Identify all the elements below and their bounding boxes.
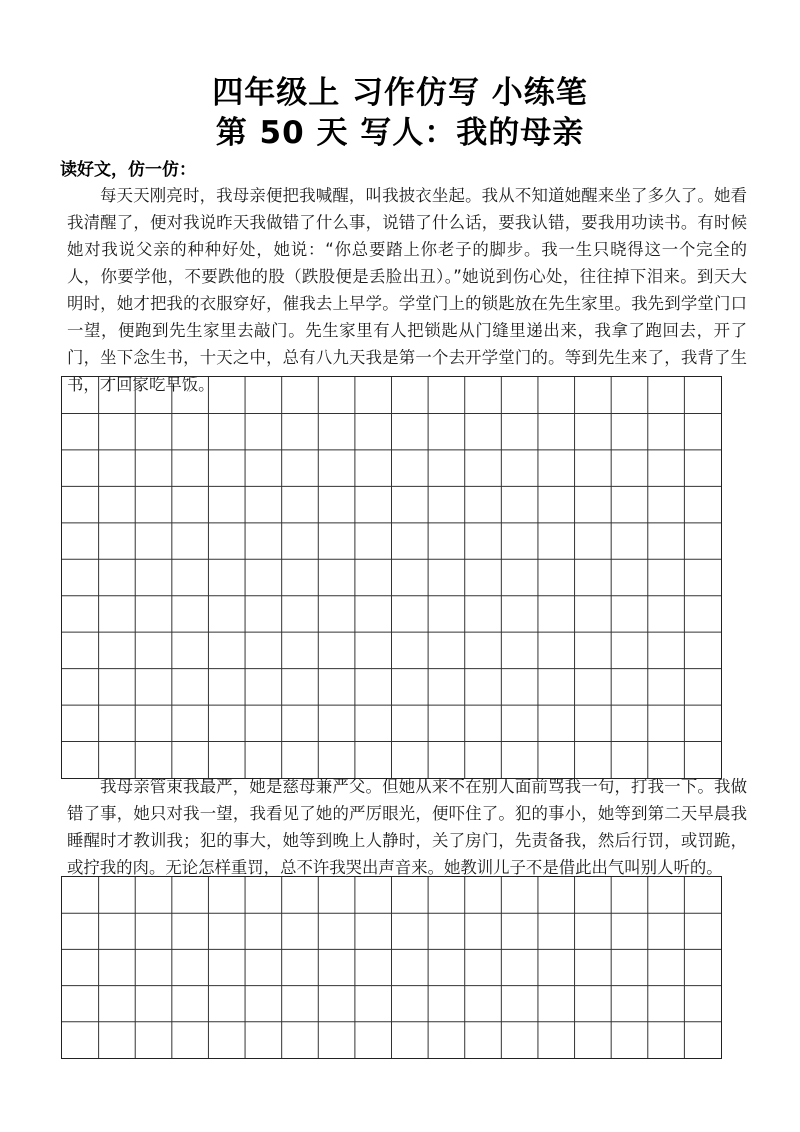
writing-grid-1[interactable]	[61, 376, 722, 779]
section-label: 读好文，仿一仿：	[60, 160, 196, 180]
grid-lines	[62, 377, 721, 778]
reading-passage-1: 每天天刚亮时，我母亲便把我喊醒，叫我披衣坐起。我从不知道她醒来坐了多久了。她看我清醒了，便对我说昨天我做错了什么事，说错了什么话，要我认错，要我用功读书。有时候她对我说父亲的种种好处，她说：“你总要踏上你老子的脚步。我一生只晓得这一个完全的人，你要学他，不要跌他的股（跌股便是丢脸出丑）。”她说到伤心处，往往掉下泪来。到天大明时，她才把我的衣服穿好，催我去上早学。学堂门上的锁匙放在先生家里。我先到学堂门口一望，便跑到先生家里去敲门。先生家里有人把锁匙从门缝里递出来，我拿了跑回去，开了门，坐下念生书，十天之中，总有八九天我是第一个去开学堂门的。等到先生来了，我背了生书，才回家吃早饭。	[67, 186, 747, 394]
page-subtitle: 第 50 天 写人：我的母亲	[215, 115, 585, 151]
writing-grid-2[interactable]	[61, 876, 722, 1059]
page-title: 四年级上 习作仿写 小练笔	[212, 75, 588, 111]
grid-lines	[62, 877, 721, 1058]
reading-passage-2: 我母亲管束我最严，她是慈母兼严父。但她从来不在别人面前骂我一句，打我一下。我做错了事，她只对我一望，我看见了她的严厉眼光，便吓住了。犯的事小，她等到第二天早晨我睡醒时才教训我；犯的事大，她等到晚上人静时，关了房门，先责备我，然后行罚，或罚跪，或拧我的肉。无论怎样重罚，总不许我哭出声音来。她教训儿子不是借此出气叫别人听的。	[67, 777, 747, 877]
